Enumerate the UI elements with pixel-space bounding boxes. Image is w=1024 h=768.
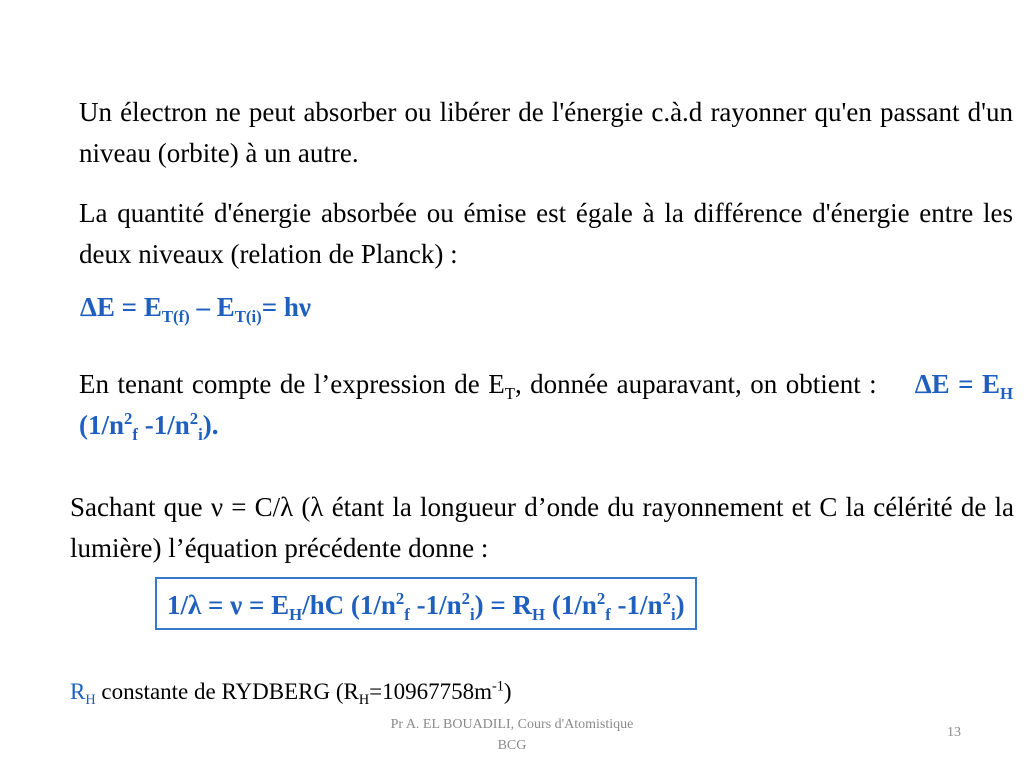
p3-eq-sup2: 2	[189, 408, 199, 428]
eq1-sub-i: T(i)	[234, 306, 262, 326]
box-sup1: 2	[395, 588, 405, 608]
box-sub-H1: H	[289, 604, 303, 624]
box-sub-f1: f	[404, 604, 410, 624]
p3-text-b: , donnée auparavant, on obtient :	[514, 369, 877, 399]
eq1-lhs: ΔE = E	[80, 292, 162, 322]
p3-eq-a: ΔE = E	[914, 369, 1000, 399]
box-sup2: 2	[461, 588, 471, 608]
box-g: )	[675, 590, 685, 620]
rydberg-text: constante de RYDBERG (R	[95, 679, 359, 704]
equation-rydberg-boxed	[155, 577, 697, 630]
rydberg-symbol-sub: H	[85, 691, 96, 708]
footer-author: Pr A. EL BOUADILI, Cours d'Atomistique	[390, 717, 634, 732]
p3-eq-c: -1/n	[137, 410, 190, 440]
box-e: (1/n	[545, 590, 597, 620]
eq1-minus: – E	[189, 292, 235, 322]
page-number: 13	[947, 725, 961, 740]
box-a: 1/λ = ν = E	[167, 590, 290, 620]
box-sub-H2: H	[532, 604, 546, 624]
box-sub-f2: f	[605, 604, 611, 624]
rydberg-symbol: R	[70, 679, 86, 704]
p3-eq-sub-H: H	[999, 383, 1013, 403]
rydberg-constant	[70, 678, 512, 708]
box-c: -1/n	[409, 590, 462, 620]
rydberg-exp: -1	[492, 678, 504, 695]
paragraph-expression	[79, 364, 1013, 446]
rydberg-sub-H: H	[358, 691, 370, 708]
box-b: /hC (1/n	[302, 590, 396, 620]
p3-eq-d: ).	[202, 410, 219, 440]
box-f: -1/n	[610, 590, 663, 620]
box-d: ) = R	[474, 590, 533, 620]
p3-sub-T: T	[504, 383, 515, 403]
p3-eq-sub-i: i	[198, 424, 203, 444]
paragraph-planck: La quantité d'énergie absorbée ou émise est égale à la différence d'énergie entre les deux niveaux (relation de Planck) :	[79, 198, 1013, 269]
paragraph-absorption: Un électron ne peut absorber ou libérer de l'énergie c.à.d rayonner qu'en passant d'un niveau (orbite) à un autre.	[79, 97, 1013, 168]
equation-planck	[80, 292, 311, 326]
rydberg-close: )	[503, 679, 512, 704]
box-sub-i1: i	[470, 604, 475, 624]
footer-class: BCG	[497, 738, 527, 753]
box-sup3: 2	[596, 588, 606, 608]
slide-footer	[350, 714, 674, 756]
box-sup4: 2	[662, 588, 671, 608]
box-sub-i2: i	[670, 604, 676, 624]
eq1-sub-f: T(f)	[161, 306, 190, 326]
paragraph-wavelength: Sachant que ν = C/λ (λ étant la longueur d’onde du rayonnement et C la célérité de la lumière) l’équation précédente donne :	[70, 492, 1014, 563]
p3-eq-b: (1/n	[79, 410, 125, 440]
rydberg-value: =10967758m	[369, 679, 493, 704]
eq1-rhs: = hν	[261, 292, 311, 322]
p3-text-a: En tenant compte de l’expression de E	[79, 369, 505, 399]
p3-eq-sup1: 2	[124, 408, 133, 428]
p3-eq-sub-f: f	[132, 424, 138, 444]
